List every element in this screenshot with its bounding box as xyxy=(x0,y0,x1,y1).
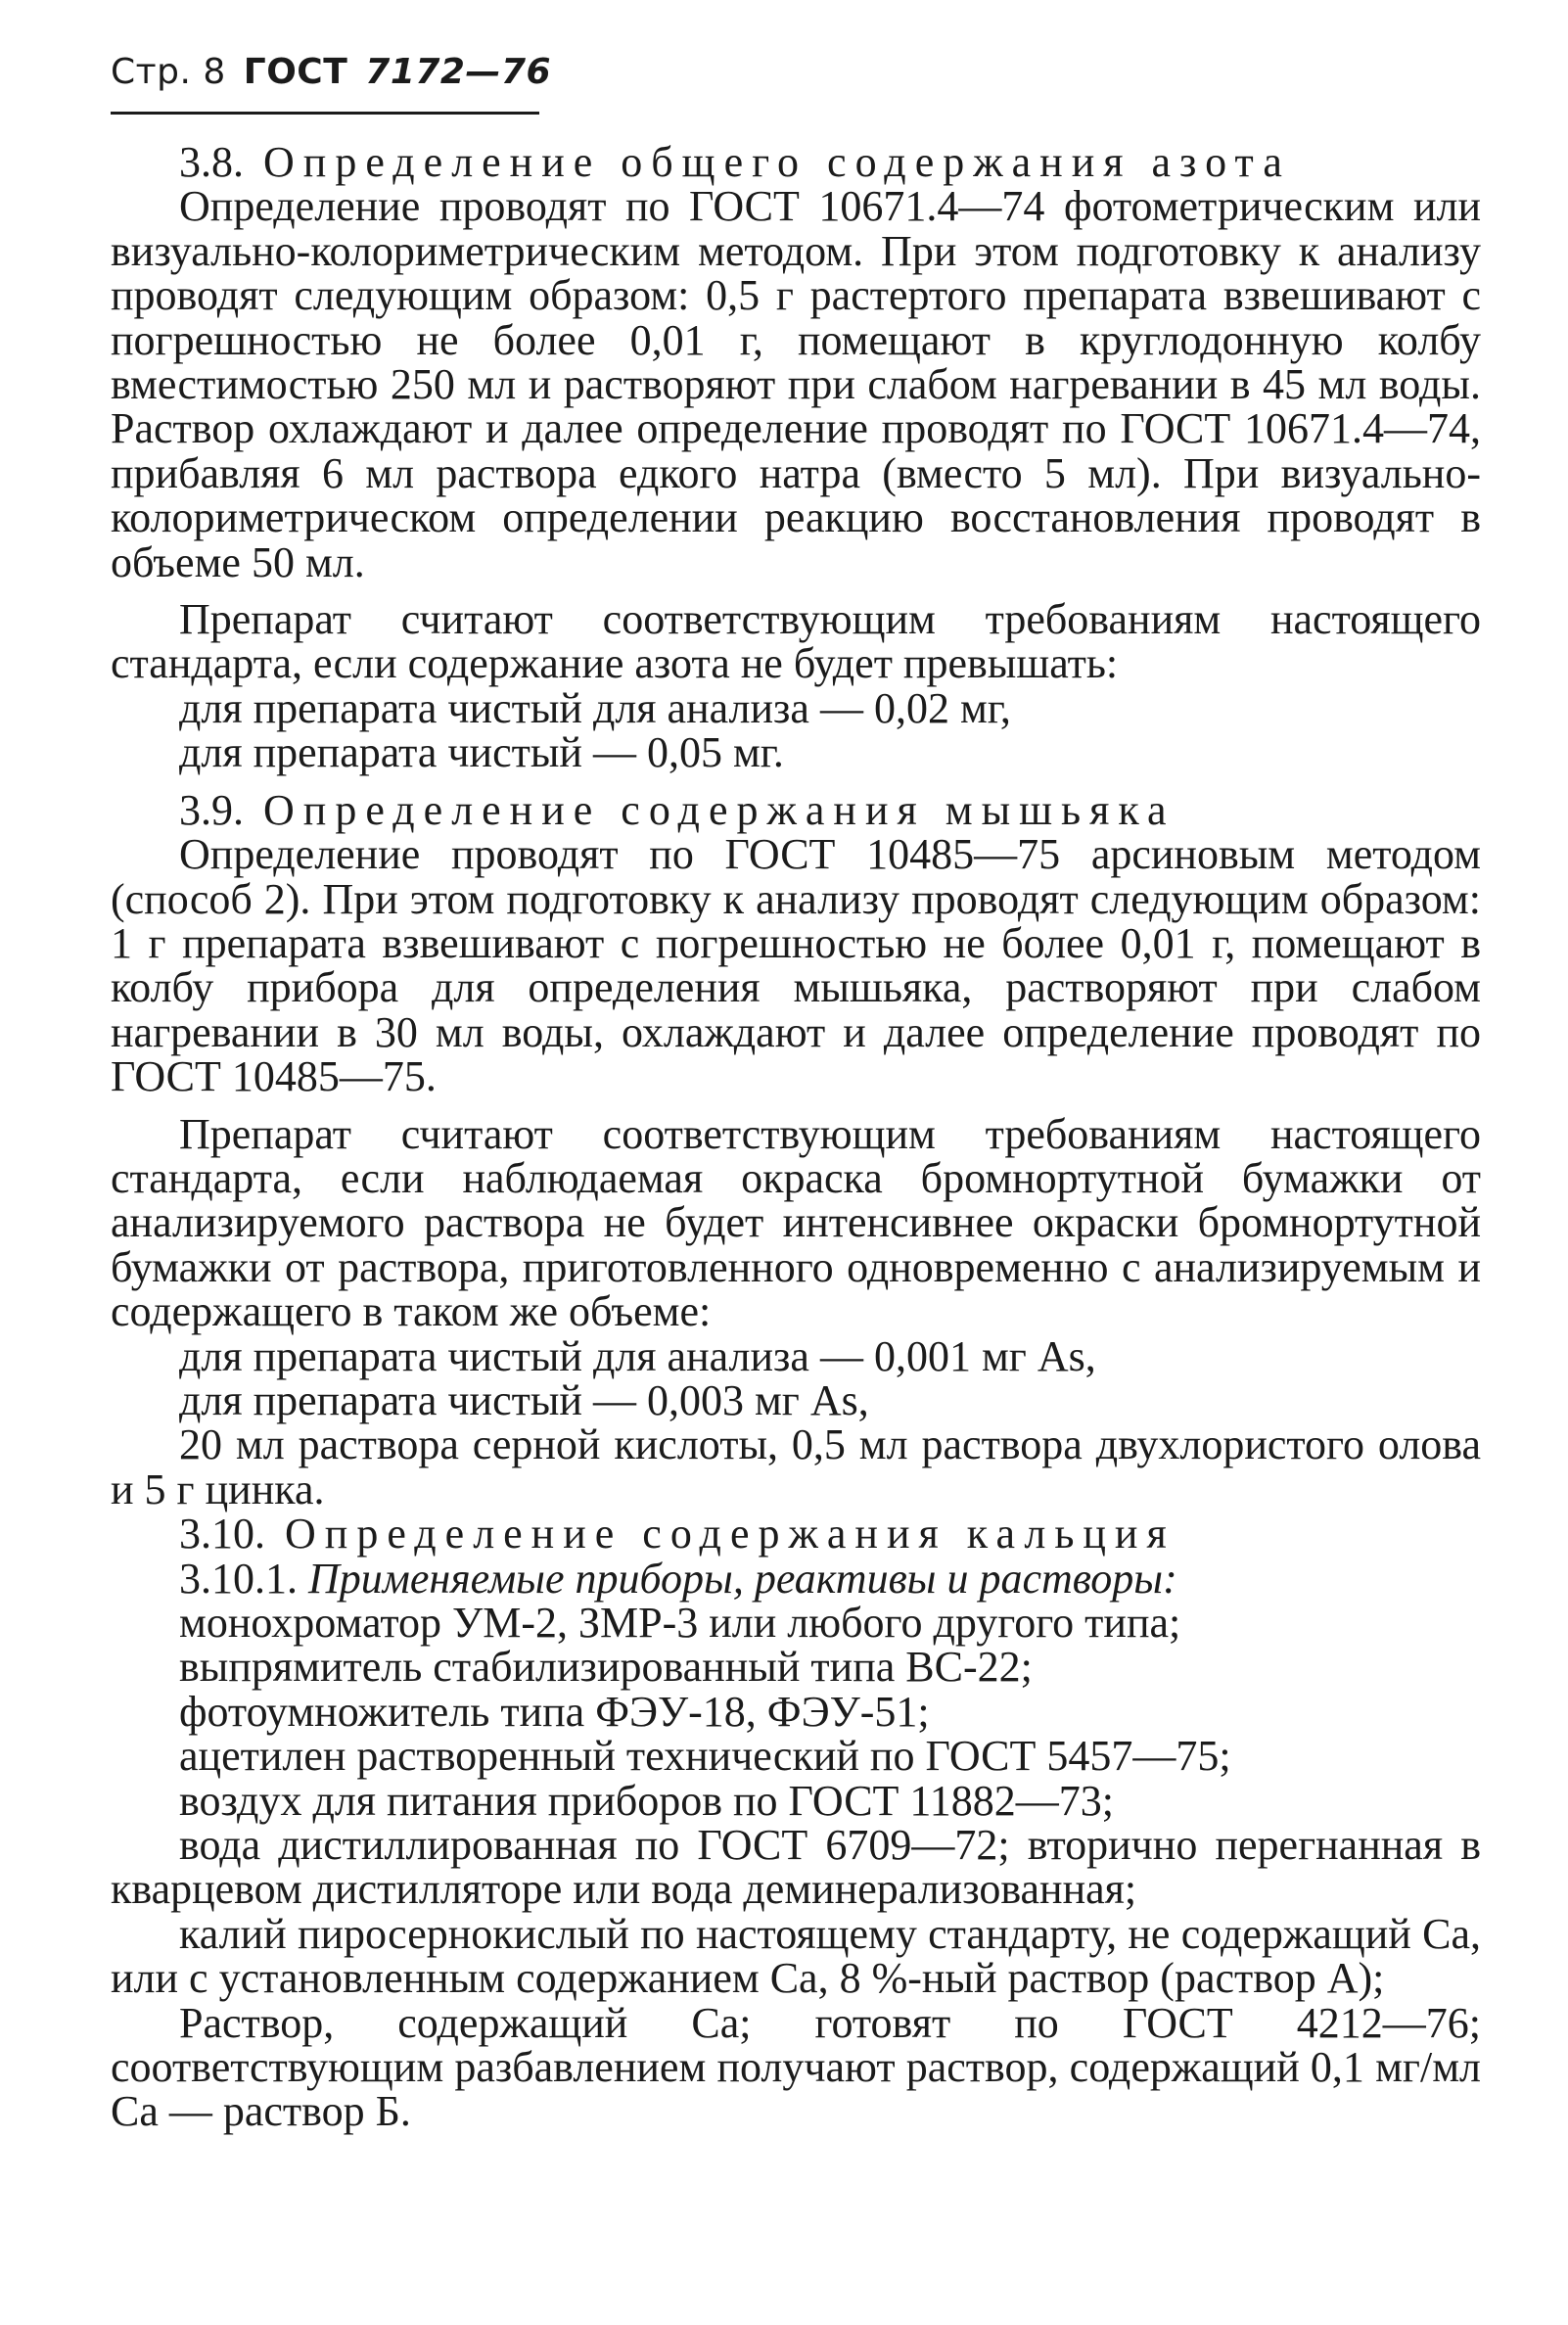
paragraph: Препарат считают соответствующим требованиям настоящего стандарта, если содержание азота не будет превышать: xyxy=(111,595,1481,688)
list-item: выпрямитель стабилизированный типа ВС-22; xyxy=(179,1643,1033,1692)
section-number: 3.9. xyxy=(179,785,244,834)
list-item: ацетилен растворенный технический по ГОСТ 5457—75; xyxy=(179,1732,1231,1781)
subsection-number: 3.10.1. xyxy=(179,1554,298,1603)
list-item: монохроматор УМ-2, ЗМР-3 или любого другого типа; xyxy=(179,1599,1181,1647)
subsection-title: Применяемые приборы, реактивы и растворы: xyxy=(308,1554,1177,1603)
paragraph: Определение проводят по ГОСТ 10671.4—74 фотометрическим или визуально-колориметрическим методом. При этом подготовку к анализу проводят следующим образом: 0,5 г растертого препарата взвешивают с погрешностью не более 0,01 г, помещают в круглодонную колбу вместимостью 250 мл и растворяют при слабом нагревании в 45 мл воды. Раствор охлаждают и далее определение проводят по ГОСТ 10671.4—74, прибавляя 6 мл раствора едкого натра (вместо 5 мл). При визуально-колориметрическом определении реакцию восстановления проводят в объеме 50 мл. xyxy=(111,182,1481,586)
list-line: для препарата чистый — 0,05 мг. xyxy=(179,728,784,777)
paragraph: Раствор, содержащий Са; готовят по ГОСТ 4212—76; соответствующим разбавлением получают раствор, содержащий 0,1 мг/мл Са — раствор Б. xyxy=(111,1998,1481,2136)
list-line: для препарата чистый — 0,003 мг As, xyxy=(179,1375,869,1424)
paragraph: вода дистиллированная по ГОСТ 6709—72; вторично перегнанная в кварцевом дистилляторе или вода деминерализованная; xyxy=(111,1821,1481,1914)
section-title: Определение содержания мышьяка xyxy=(263,785,1176,834)
section-title: Определение общего содержания азота xyxy=(263,138,1291,186)
section-number: 3.10. xyxy=(179,1510,265,1558)
paragraph: Препарат считают соответствующим требованиям настоящего стандарта, если наблюдаемая окраска бромнортутной бумажки от анализируемого раствора не будет интенсивнее окраски бромнортутной бумажки от раствора, приготовленного одновременно с анализируемым и содержащего в таком же объеме: xyxy=(111,1109,1481,1336)
section-number: 3.8. xyxy=(179,138,244,186)
section-heading-3-8 xyxy=(111,140,1481,184)
section-title: Определение содержания кальция xyxy=(285,1510,1176,1558)
document-body xyxy=(111,140,1481,2134)
list-line: для препарата чистый для анализа — 0,001 мг As, xyxy=(179,1331,1096,1380)
subsection-heading-3-10-1 xyxy=(111,1554,1481,1603)
list-line: для препарата чистый для анализа — 0,02 мг, xyxy=(179,683,1011,732)
section-heading-3-9 xyxy=(111,785,1481,834)
paragraph: 20 мл раствора серной кислоты, 0,5 мл раствора двухлористого олова и 5 г цинка. xyxy=(111,1420,1481,1513)
standard-label: ГОСТ xyxy=(243,52,348,92)
paragraph: Определение проводят по ГОСТ 10485—75 арсиновым методом (способ 2). При этом подготовку к анализу проводят следующим образом: 1 г препарата взвешивают с погрешностью не более 0,01 г, помещают в колбу прибора для определения мышьяка, растворяют при слабом нагревании в 30 мл воды, охлаждают и далее определение проводят по ГОСТ 10485—75. xyxy=(111,830,1481,1101)
running-header xyxy=(111,51,1481,94)
page-number: Стр. 8 xyxy=(111,52,226,92)
section-heading-3-10 xyxy=(111,1511,1481,1556)
paragraph: калий пиросернокислый по настоящему стандарту, не содержащий Са, или с установленным содержанием Са, 8 %-ный раствор (раствор А); xyxy=(111,1909,1481,2003)
standard-number: 7172—76 xyxy=(365,52,552,92)
list-item: воздух для питания приборов по ГОСТ 11882—73; xyxy=(179,1776,1115,1825)
list-item: фотоумножитель типа ФЭУ-18, ФЭУ-51; xyxy=(179,1687,930,1736)
document-page xyxy=(111,51,1481,2134)
header-rule xyxy=(111,112,539,115)
